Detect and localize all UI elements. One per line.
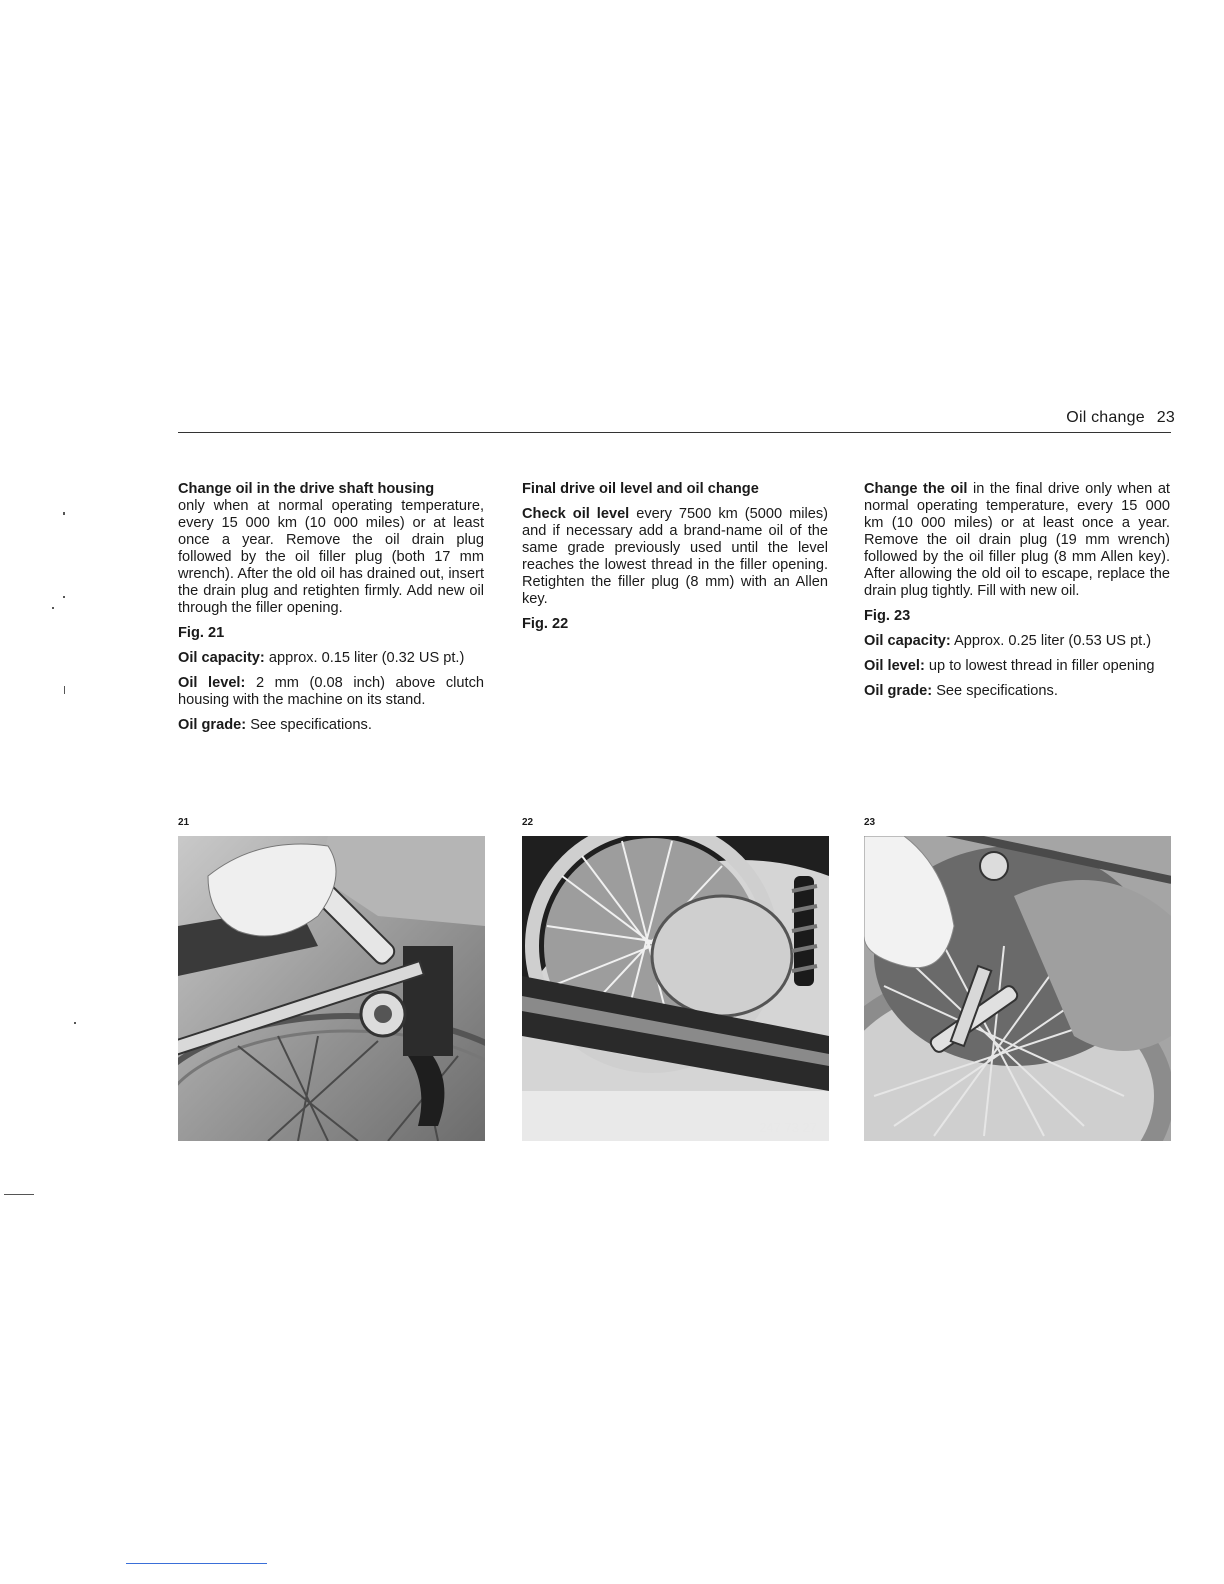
oil-level [178, 675, 484, 709]
figure-21-label: 21 [178, 817, 190, 828]
oil-grade-label: Oil grade: [864, 683, 933, 699]
check-oil-level [522, 506, 828, 608]
section-body: only when at normal operating temperature, every 15 000 km (10 000 miles) or at least once a year. Remove the oil drain plug followed by the oil filler plug (both 17 mm wrench). After the old oil has drained out, insert the drain plug and retighten firmly. Add new oil through the filler opening. [178, 498, 484, 616]
oil-capacity [864, 633, 1170, 650]
figure-23-label: 23 [864, 817, 876, 828]
figure-23-photo [864, 836, 1171, 1141]
oil-capacity-label: Oil capacity: [864, 633, 951, 649]
column-final-drive-change [864, 481, 1170, 708]
column-drive-shaft [178, 481, 484, 742]
section-heading: Final drive oil level and oil change [522, 481, 759, 497]
oil-level-value: up to lowest thread in filler opening [928, 658, 1155, 674]
running-header [1000, 409, 1175, 427]
page-number: 23 [1156, 409, 1175, 426]
oil-grade-value: See specifications. [250, 717, 372, 733]
oil-level-label: Oil level: [178, 675, 246, 691]
figure-reference: Fig. 23 [864, 608, 911, 624]
scan-mark [64, 686, 65, 694]
oil-grade [864, 683, 1170, 700]
change-oil-text: in the final drive only when at normal operating temperature, every 15 000 km (10 000 miles) or at least once a year. Remove the oil drain plug (19 mm wrench) followed by the oil filler plug (8 mm Allen key). After allowing the old oil to escape, replace the drain plug tightly. Fill with new oil. [864, 481, 1170, 599]
oil-grade-value: See specifications. [936, 683, 1058, 699]
scan-mark [63, 512, 65, 515]
oil-level-value: 2 mm (0.08 inch) above clutch housing with the machine on its stand. [178, 675, 484, 708]
oil-capacity-value: Approx. 0.25 liter (0.53 US pt.) [954, 633, 1152, 649]
oil-capacity-value: approx. 0.15 liter (0.32 US pt.) [268, 650, 465, 666]
section-heading: Change oil in the drive shaft housing [178, 481, 435, 497]
scan-mark [4, 1194, 34, 1195]
photo-reference-code: 247 73 27 [759, 1120, 817, 1135]
section-title: Oil change [1066, 409, 1145, 426]
check-oil-text: every 7500 km (5000 miles) and if necessary add a brand-name oil of the same grade previously used until the level reaches the lowest thread in the filler opening. Retighten the filler plug (8 mm) with an Allen key. [522, 506, 828, 607]
check-oil-label: Check oil level [522, 506, 630, 522]
change-oil [864, 481, 1170, 600]
oil-level [864, 658, 1170, 675]
figure-reference: Fig. 21 [178, 625, 225, 641]
scan-mark [63, 596, 65, 598]
scan-mark [52, 607, 54, 609]
scan-mark [74, 1022, 76, 1024]
change-oil-label: Change the oil [864, 481, 968, 497]
figure-22-label: 22 [522, 817, 534, 828]
oil-grade-label: Oil grade: [178, 717, 247, 733]
header-rule [178, 432, 1171, 433]
oil-level-label: Oil level: [864, 658, 925, 674]
column-final-drive-level [522, 481, 828, 641]
oil-capacity-label: Oil capacity: [178, 650, 265, 666]
figure-21-photo [178, 836, 485, 1141]
oil-grade [178, 717, 484, 734]
footer-rule [126, 1563, 267, 1564]
oil-capacity [178, 650, 484, 667]
figure-reference: Fig. 22 [522, 616, 569, 632]
figure-22-photo [522, 836, 829, 1141]
